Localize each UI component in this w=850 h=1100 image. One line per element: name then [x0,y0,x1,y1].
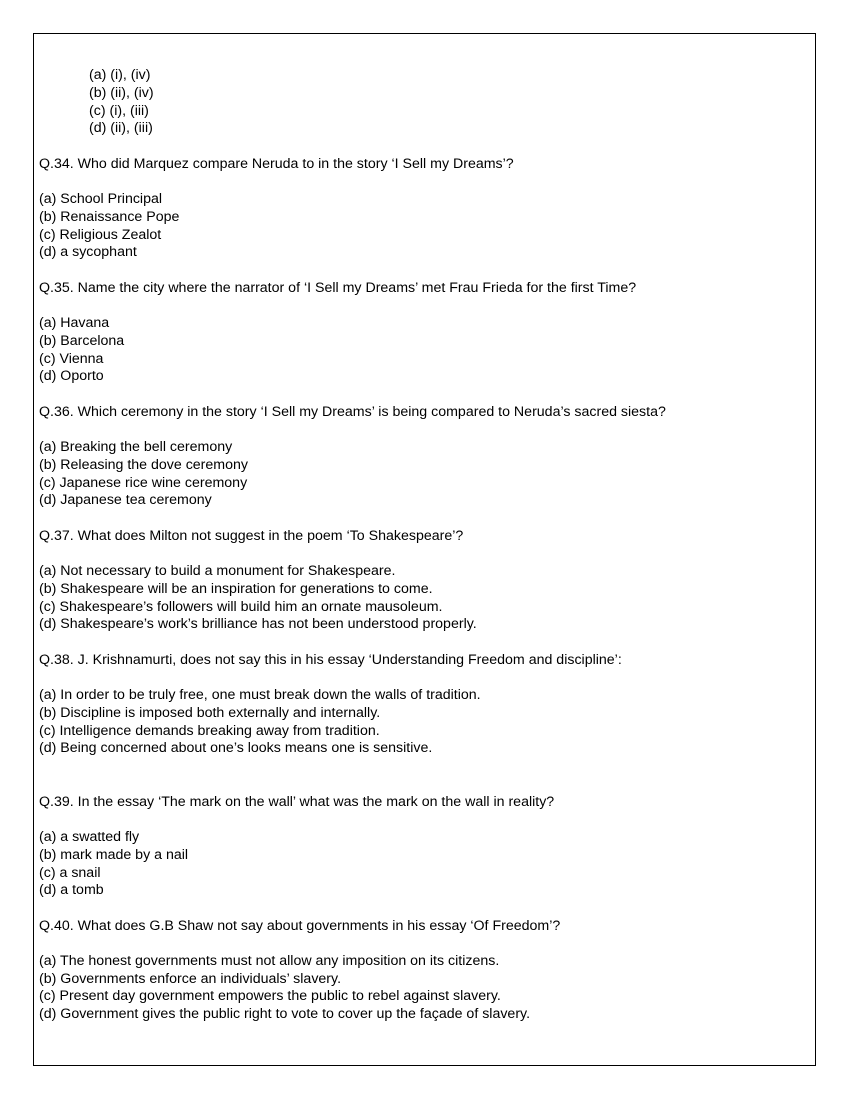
option-line: (a) Not necessary to build a monument for Shakespeare. [39,562,396,579]
option-line: (d) a sycophant [39,244,137,261]
option-line: (c) Vienna [39,350,104,367]
option-line: (d) Shakespeare’s work’s brilliance has not been understood properly. [39,616,477,633]
question-text: Q.34. Who did Marquez compare Neruda to in the story ‘I Sell my Dreams’? [39,156,514,173]
option-line: (a) School Principal [39,190,163,207]
option-line: (b) (ii), (iv) [89,84,154,101]
option-line: (d) Government gives the public right to vote to cover up the façade of slavery. [39,1006,531,1023]
question-text: Q.39. In the essay ‘The mark on the wall’ what was the mark on the wall in reality? [39,794,555,811]
question-text: Q.37. What does Milton not suggest in the poem ‘To Shakespeare’? [39,528,464,545]
option-line: (a) The honest governments must not allow any imposition on its citizens. [39,952,500,969]
option-line: (a) Breaking the bell ceremony [39,438,233,455]
option-line: (b) Barcelona [39,332,125,349]
option-line: (b) Discipline is imposed both externally and internally. [39,704,381,721]
option-line: (c) Intelligence demands breaking away from tradition. [39,722,380,739]
option-line: (b) mark made by a nail [39,846,189,863]
option-line: (d) Japanese tea ceremony [39,492,212,509]
option-line: (b) Shakespeare will be an inspiration for generations to come. [39,580,433,597]
option-line: (c) (i), (iii) [89,102,149,119]
option-line: (a) a swatted fly [39,828,140,845]
option-line: (c) a snail [39,864,101,881]
option-line: (a) (i), (iv) [89,67,151,83]
question-block-38 [39,652,809,758]
question-block-36 [39,404,809,510]
option-line: (d) a tomb [39,882,104,899]
question-block-34 [39,156,809,262]
question-text: Q.35. Name the city where the narrator of ‘I Sell my Dreams’ met Frau Frieda for the first Time? [39,280,637,297]
question-block-37 [39,528,809,634]
option-line: (b) Releasing the dove ceremony [39,456,248,473]
option-line: (d) Oporto [39,368,104,385]
option-line: (d) (ii), (iii) [89,120,153,137]
question-block-39 [39,794,809,900]
option-line: (a) Havana [39,314,110,331]
question-text: Q.36. Which ceremony in the story ‘I Sell my Dreams’ is being compared to Neruda’s sacred siesta? [39,404,666,421]
question-text: Q.38. J. Krishnamurti, does not say this in his essay ‘Understanding Freedom and discipline’: [39,652,622,669]
option-line: (c) Japanese rice wine ceremony [39,474,248,491]
option-line: (a) In order to be truly free, one must break down the walls of tradition. [39,686,481,703]
option-line: (c) Present day government empowers the public to rebel against slavery. [39,988,501,1005]
question-paper-content [39,67,809,1024]
previous-question-options [39,67,809,138]
option-line: (d) Being concerned about one’s looks means one is sensitive. [39,740,433,757]
option-line: (c) Shakespeare’s followers will build him an ornate mausoleum. [39,598,443,615]
option-line: (c) Religious Zealot [39,226,162,243]
option-line: (b) Renaissance Pope [39,208,180,225]
question-text: Q.40. What does G.B Shaw not say about governments in his essay ‘Of Freedom’? [39,918,561,935]
question-block-35 [39,280,809,386]
question-block-40 [39,918,809,1024]
option-line: (b) Governments enforce an individuals’ slavery. [39,970,342,987]
